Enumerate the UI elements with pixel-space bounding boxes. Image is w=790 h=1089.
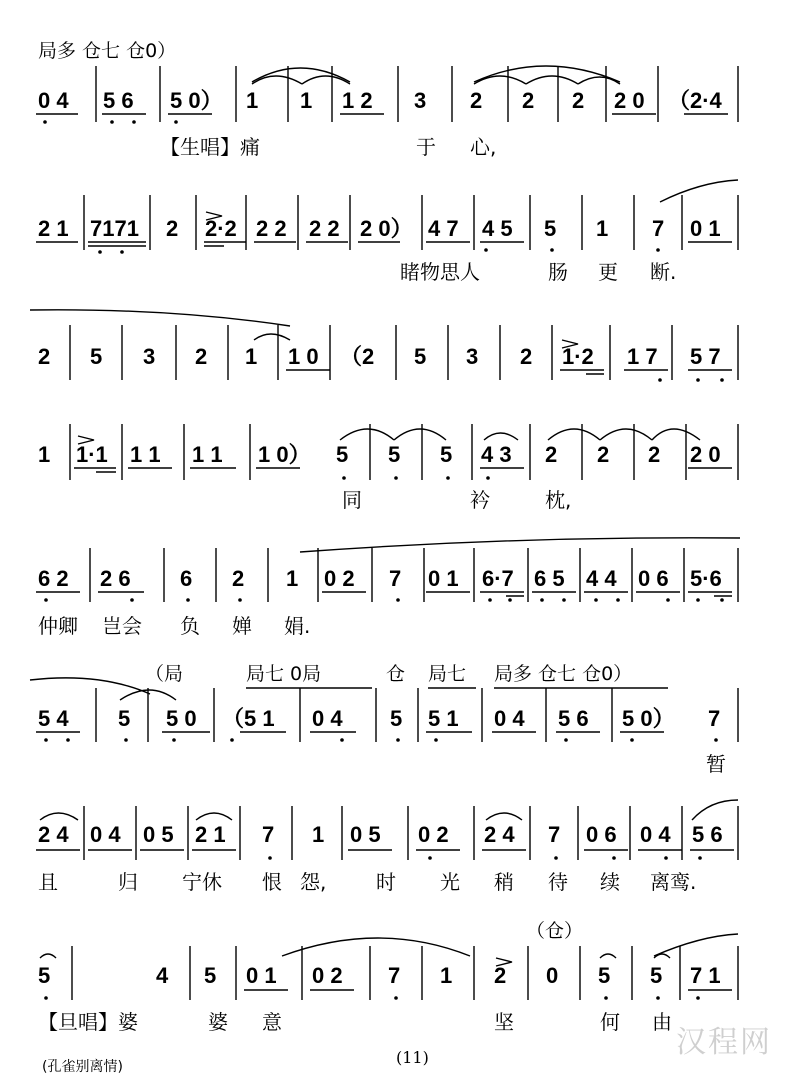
notation-measure: 1 0）	[258, 442, 311, 467]
notation-measure: 2 0）	[360, 216, 413, 241]
notation-measure: 2 4	[484, 822, 515, 847]
notation-measure: 1 7	[627, 344, 658, 369]
percussion-line: 局七 0局	[246, 663, 322, 685]
lyric: 负	[180, 614, 200, 638]
notation-measure: 1 1	[192, 442, 223, 467]
notation-measure: 3	[466, 344, 479, 369]
notation-measure: 6 5	[534, 566, 565, 591]
percussion-line: 局多 仓七 仓0）	[38, 40, 177, 62]
percussion-line: 局多 仓七 仓0）	[494, 663, 633, 685]
notation-measure: 5	[90, 344, 103, 369]
lyric: 坚	[494, 1010, 514, 1034]
notation-measure: 1·2	[562, 344, 594, 369]
lyric: 时	[376, 870, 396, 894]
lyric: 由	[652, 1010, 672, 1034]
notation-measure: 4 5	[482, 216, 513, 241]
notation-measure: 5	[336, 442, 349, 467]
notation-measure: 0 5	[350, 822, 381, 847]
lyric: 娟.	[284, 614, 311, 638]
notation-measure: 1	[286, 566, 299, 591]
lyric: 【旦唱】婆	[38, 1010, 138, 1034]
notation-measure: 2	[545, 442, 558, 467]
notation-measure: 2 1	[38, 216, 69, 241]
notation-measure: 1 2	[342, 88, 373, 113]
notation-measure: 5	[544, 216, 557, 241]
percussion-line: （局	[145, 663, 184, 685]
lyric: 心,	[470, 135, 497, 159]
notation-measure: 0 2	[324, 566, 355, 591]
notation-measure: 5	[440, 442, 453, 467]
notation-measure: 6·7	[482, 566, 514, 591]
percussion-line: （仓）	[526, 920, 584, 942]
notation-measure: 3	[414, 88, 427, 113]
notation-measure: 0 4	[38, 88, 69, 113]
lyric: 衿	[470, 488, 490, 512]
notation-measure: 2	[648, 442, 661, 467]
notation-measure: 5 6	[103, 88, 134, 113]
notation-measure: 2	[522, 88, 535, 113]
lyric: 同	[342, 488, 362, 512]
notation-measure: 4 4	[586, 566, 617, 591]
notation-measure: 0 6	[638, 566, 669, 591]
notation-measure: 3	[143, 344, 156, 369]
notation-measure: 7171	[90, 216, 139, 241]
notation-measure: 2·2	[205, 216, 237, 241]
notation-measure: 2	[38, 344, 51, 369]
lyric: 枕,	[545, 488, 572, 512]
notation-measure: 5	[598, 963, 611, 988]
lyric: 婵	[232, 614, 252, 638]
lyric: 意	[262, 1010, 282, 1034]
notation-measure: 1	[300, 88, 313, 113]
notation-measure: 5	[650, 963, 663, 988]
notation-measure: 7	[652, 216, 665, 241]
notation-measure: 0 6	[586, 822, 617, 847]
notation-measure: 7	[389, 566, 402, 591]
lyric: 离鸾.	[650, 870, 697, 894]
notation-measure: 2 2	[309, 216, 340, 241]
notation-measure: 2	[195, 344, 208, 369]
lyric: 睹物思人	[400, 260, 480, 284]
notation-measure: 5·6	[690, 566, 722, 591]
notation-measure: 2	[597, 442, 610, 467]
notation-measure: 2	[520, 344, 533, 369]
lyric: 仲卿	[38, 614, 78, 638]
notation-measure: 7 1	[690, 963, 721, 988]
notation-measure: 5	[390, 706, 403, 731]
lyric: 更	[598, 260, 618, 284]
notation-measure: 5 0）	[622, 706, 675, 731]
notation-measure: 7	[388, 963, 401, 988]
lyric: 于	[416, 135, 436, 159]
notation-measure: 4 3	[481, 442, 512, 467]
lyric: 且	[38, 870, 58, 894]
notation-measure: 1·1	[76, 442, 108, 467]
notation-measure: 0	[546, 963, 559, 988]
notation-measure: 2 4	[38, 822, 69, 847]
notation-measure: 5 0）	[170, 88, 223, 113]
notation-measure: 7	[708, 706, 721, 731]
notation-measure: 6 2	[38, 566, 69, 591]
notation-measure: 0 5	[143, 822, 174, 847]
notation-measure: 0 1	[690, 216, 721, 241]
notation-measure: 0 1	[428, 566, 459, 591]
lyric: 岂会	[102, 614, 142, 638]
lyric: 婆	[208, 1010, 228, 1034]
notation-measure: 5	[118, 706, 131, 731]
notation-measure: 2 1	[195, 822, 226, 847]
notation-measure: 0 4	[494, 706, 525, 731]
score-title-footer: (孔雀别离情)	[42, 1059, 123, 1075]
notation-measure: 1	[245, 344, 258, 369]
percussion-line: 局七	[428, 663, 467, 685]
notation-measure: 5 6	[558, 706, 589, 731]
notation-measure: 1	[38, 442, 51, 467]
notation-measure: 4	[156, 963, 169, 988]
notation-measure: 0 2	[312, 963, 343, 988]
notation-measure: 0 4	[90, 822, 121, 847]
lyric: 稍	[494, 870, 514, 894]
notation-measure: 2	[572, 88, 585, 113]
notation-measure: 1 0	[288, 344, 319, 369]
notation-measure: 0 2	[418, 822, 449, 847]
notation-measure: 1	[596, 216, 609, 241]
notation-measure: 6	[180, 566, 193, 591]
lyric: 宁休	[182, 870, 222, 894]
notation-measure: 5 7	[690, 344, 721, 369]
notation-measure: 5 6	[692, 822, 723, 847]
lyric: 恨	[262, 870, 282, 894]
notation-measure: 2	[470, 88, 483, 113]
notation-measure: 0 4	[640, 822, 671, 847]
notation-measure: 2 2	[256, 216, 287, 241]
notation-measure: 2 0	[690, 442, 721, 467]
notation-measure: 1	[246, 88, 259, 113]
notation-measure: 0 1	[246, 963, 277, 988]
notation-measure: 5 0	[166, 706, 197, 731]
lyric: 何	[600, 1010, 620, 1034]
notation-measure: 0 4	[312, 706, 343, 731]
notation-measure: 1 1	[130, 442, 161, 467]
lyric: 暂	[706, 752, 726, 776]
notation-measure: 5 1	[428, 706, 459, 731]
watermark-logo: 汉程网	[676, 1025, 772, 1060]
notation-measure: （2	[340, 344, 375, 369]
lyric: 归	[118, 870, 138, 894]
lyric: 续	[600, 870, 620, 894]
lyric: 待	[548, 870, 568, 894]
notation-measure: （2·4	[668, 88, 722, 113]
notation-measure: 1	[312, 822, 325, 847]
notation-measure: 5	[204, 963, 217, 988]
lyric: 光	[440, 870, 460, 894]
notation-measure: 2	[166, 216, 179, 241]
notation-measure: 2	[494, 963, 507, 988]
notation-measure: 5	[414, 344, 427, 369]
page-number: (11)	[396, 1048, 429, 1067]
lyric: 断.	[650, 260, 677, 284]
notation-measure: 7	[548, 822, 561, 847]
notation-measure: 2	[232, 566, 245, 591]
notation-measure: 1	[440, 963, 453, 988]
notation-measure: 5	[388, 442, 401, 467]
notation-measure: 7	[262, 822, 275, 847]
notation-measure: 4 7	[428, 216, 459, 241]
notation-measure: 2 6	[100, 566, 131, 591]
notation-measure: 5	[38, 963, 51, 988]
notation-measure: （5 1	[222, 706, 275, 731]
lyric: 【生唱】痛	[160, 135, 260, 159]
notation-measure: 5 4	[38, 706, 69, 731]
percussion-line: 仓	[386, 663, 406, 685]
lyric: 肠	[548, 260, 568, 284]
notation-measure: 2 0	[614, 88, 645, 113]
lyric: 怨,	[300, 870, 327, 894]
